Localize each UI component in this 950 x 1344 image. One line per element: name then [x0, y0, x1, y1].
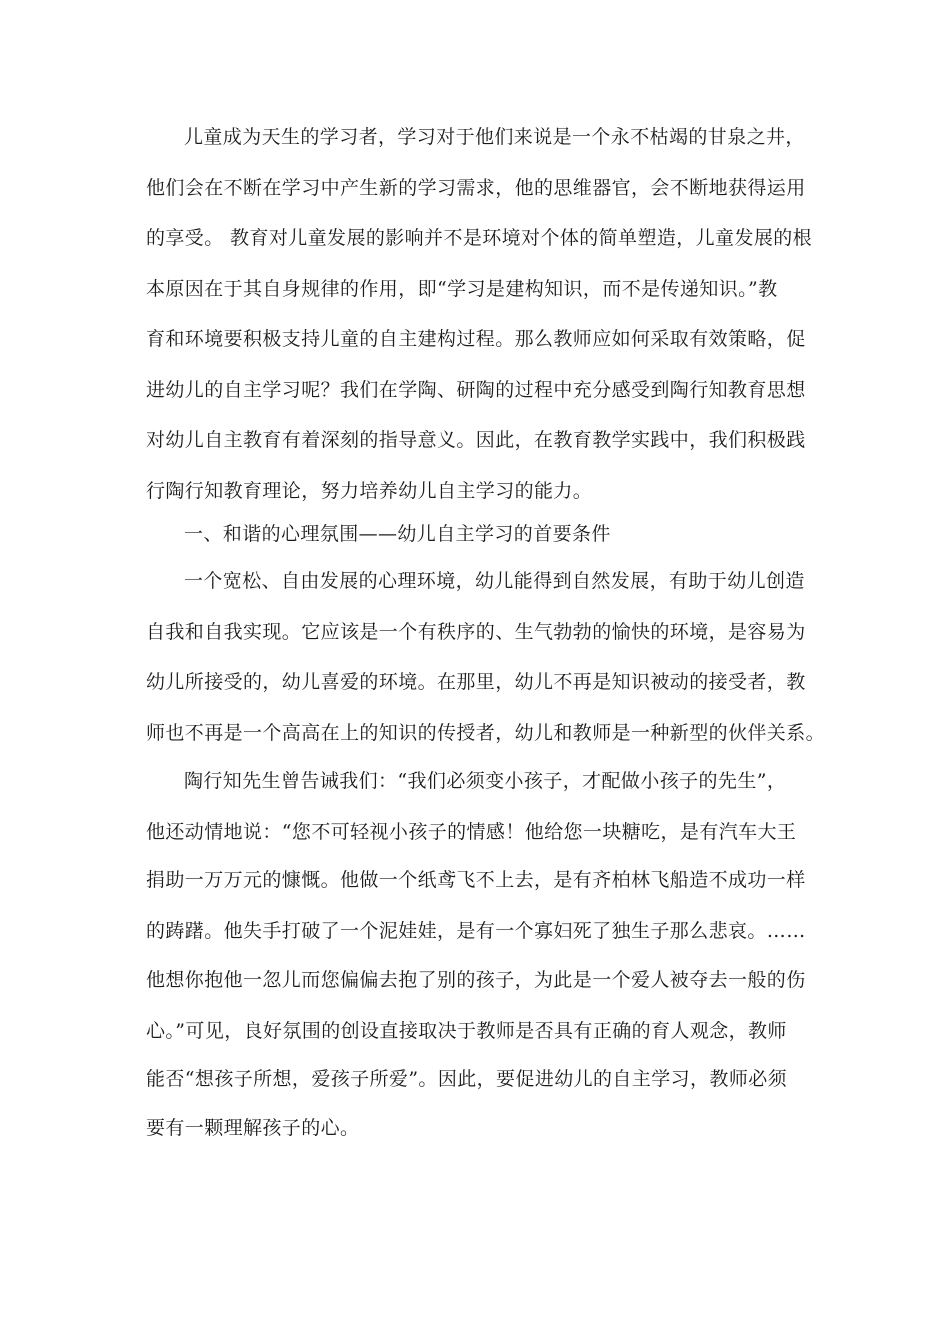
section-heading: 一、和谐的心理氛围——幼儿自主学习的首要条件 [184, 523, 611, 545]
text-line: 对幼儿自主教育有着深刻的指导意义。因此，在教育教学实践中，我们积极践 [146, 429, 806, 451]
text-line: 要有一颗理解孩子的心。 [146, 1117, 360, 1139]
text-line: 能否“想孩子所想，爱孩子所爱”。因此，要促进幼儿的自主学习，教师必须 [146, 1068, 788, 1090]
text-line: 陶行知先生曾告诫我们：“我们必须变小孩子，才配做小孩子的先生”， [184, 770, 787, 792]
text-line: 师也不再是一个高高在上的知识的传授者，幼儿和教师是一种新型的伙伴关系。 [146, 722, 826, 744]
text-line: 行陶行知教育理论，努力培养幼儿自主学习的能力。 [146, 480, 593, 502]
text-line: 本原因在于其自身规律的作用，即“学习是建构知识，而不是传递知识。”教 [146, 278, 778, 300]
text-line: 捐助一万万元的慷慨。他做一个纸鸢飞不上去，是有齐柏林飞船造不成功一样 [146, 869, 806, 891]
text-line: 他还动情地说：“您不可轻视小孩子的情感！他给您一块糖吃，是有汽车大王 [146, 821, 797, 843]
text-line: 心。”可见，良好氛围的创设直接取决于教师是否具有正确的育人观念，教师 [146, 1020, 787, 1042]
text-line: 幼儿所接受的，幼儿喜爱的环境。在那里，幼儿不再是知识被动的接受者，教 [146, 671, 806, 693]
text-line: 儿童成为天生的学习者，学习对于他们来说是一个永不枯竭的甘泉之井， [184, 126, 805, 148]
text-line: 自我和自我实现。它应该是一个有秩序的、生气勃勃的愉快的环境，是容易为 [146, 621, 806, 643]
text-line: 的享受。 教育对儿童发展的影响并不是环境对个体的简单塑造，儿童发展的根 [146, 227, 813, 249]
text-line: 一个宽松、自由发展的心理环境，幼儿能得到自然发展，有助于幼儿创造 [184, 570, 805, 592]
text-line: 他们会在不断在学习中产生新的学习需求，他的思维器官，会不断地获得运用 [146, 177, 806, 199]
text-line: 他想你抱他一忽儿而您偏偏去抱了别的孩子，为此是一个爱人被夺去一般的伤 [146, 969, 806, 991]
text-line: 的踌躇。他失手打破了一个泥娃娃，是有一个寡妇死了独生子那么悲哀。…… [146, 920, 806, 942]
text-line: 育和环境要积极支持儿童的自主建构过程。那么教师应如何采取有效策略，促 [146, 328, 806, 350]
text-line: 进幼儿的自主学习呢？我们在学陶、研陶的过程中充分感受到陶行知教育思想 [146, 379, 806, 401]
